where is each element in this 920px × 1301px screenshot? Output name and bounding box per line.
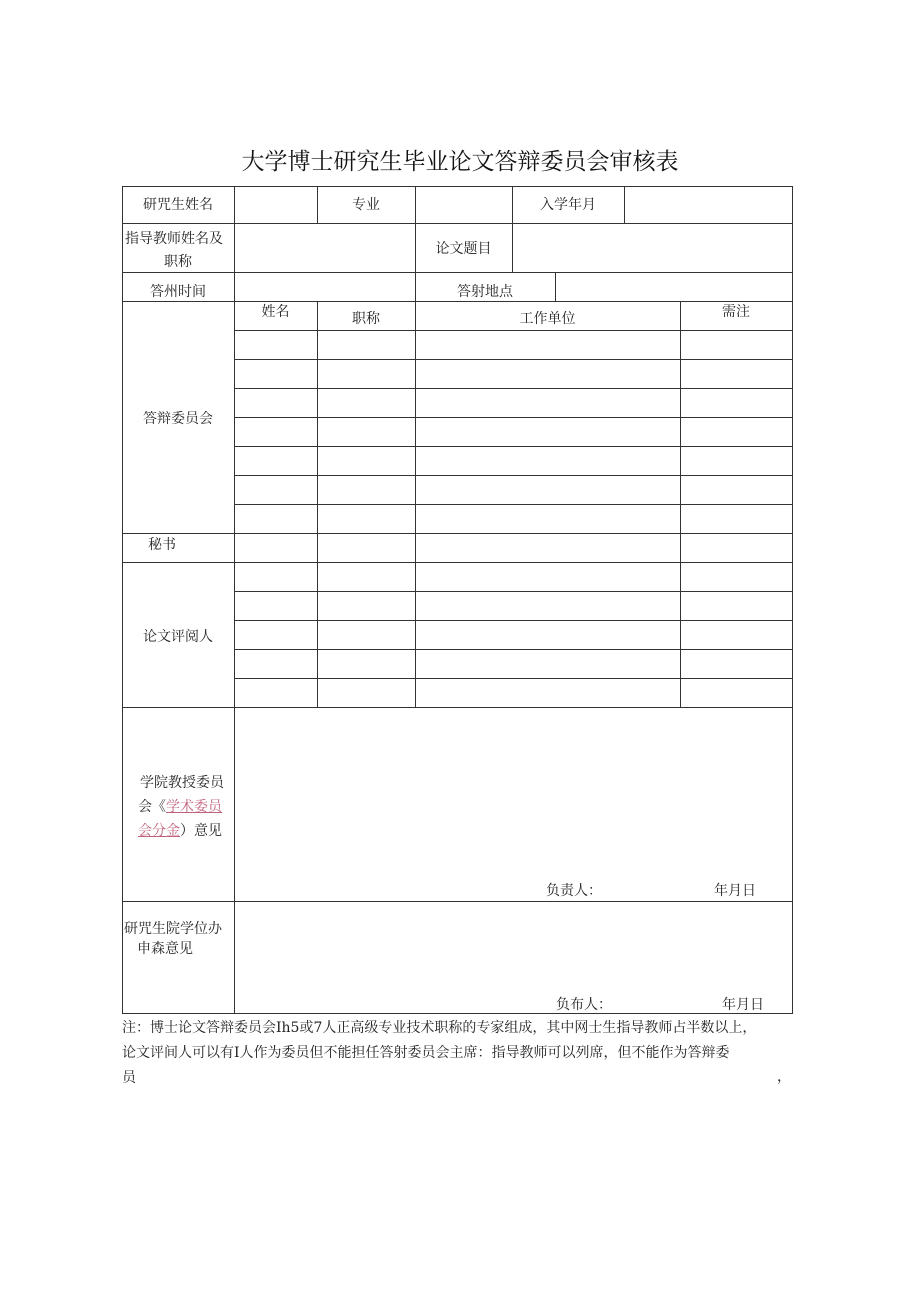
- member-unit-header: 工作单位: [519, 311, 576, 327]
- advisor-label-line2: 职称: [164, 254, 192, 270]
- enrollment-date-label: 入学年月: [540, 197, 596, 213]
- college-date-label: 年月日: [714, 883, 756, 899]
- college-opinion-label-line3: 会分金）意见: [138, 823, 222, 839]
- committee-label: 答辩委员会: [143, 411, 213, 427]
- student-name-label: 研咒生姓名: [143, 197, 213, 213]
- office-opinion-label-line2: 申森意见: [137, 941, 193, 957]
- office-date-label: 年月日: [722, 997, 764, 1013]
- note-line-3-end: ，: [777, 1069, 791, 1085]
- page-title: 大学博士研究生毕业论文答辩委员会审核表: [241, 149, 679, 175]
- defense-place-label: 答射地点: [457, 284, 513, 300]
- note-line-1: 注：博士论文答辩委员会Ih5或7人正高级专业技术职称的专家组成，其中网士生指导教师占半数以上，: [122, 1020, 757, 1036]
- major-label: 专业: [352, 197, 380, 213]
- secretary-label: 秘书: [148, 537, 176, 553]
- advisor-label-line1: 指导教师姓名及: [125, 231, 223, 247]
- defense-time-label: 答州时间: [150, 284, 206, 300]
- office-opinion-label-line1: 研咒生院学位办: [124, 921, 222, 937]
- college-opinion-label-line2: 会《学术委员: [138, 799, 222, 815]
- note-line-3: 员: [122, 1070, 136, 1086]
- member-title-header: 职称: [352, 311, 380, 327]
- office-sign-label: 负布人：: [556, 997, 612, 1013]
- sub-committee-link: 会分金: [138, 823, 180, 839]
- member-remark-header: 需注: [722, 304, 750, 320]
- member-name-header: 姓名: [261, 304, 290, 320]
- note-line-2: 论文评间人可以有I人作为委员但不能担任答射委员会主席：指导教师可以列席，但不能作为答辩委: [122, 1045, 730, 1061]
- college-opinion-label-line1: 学院教授委员: [140, 775, 224, 791]
- academic-committee-link: 学术委员: [166, 799, 222, 815]
- thesis-title-label: 论文题目: [435, 241, 492, 257]
- reviewer-label: 论文评阅人: [143, 629, 213, 645]
- college-sign-label: 负责人：: [546, 883, 602, 899]
